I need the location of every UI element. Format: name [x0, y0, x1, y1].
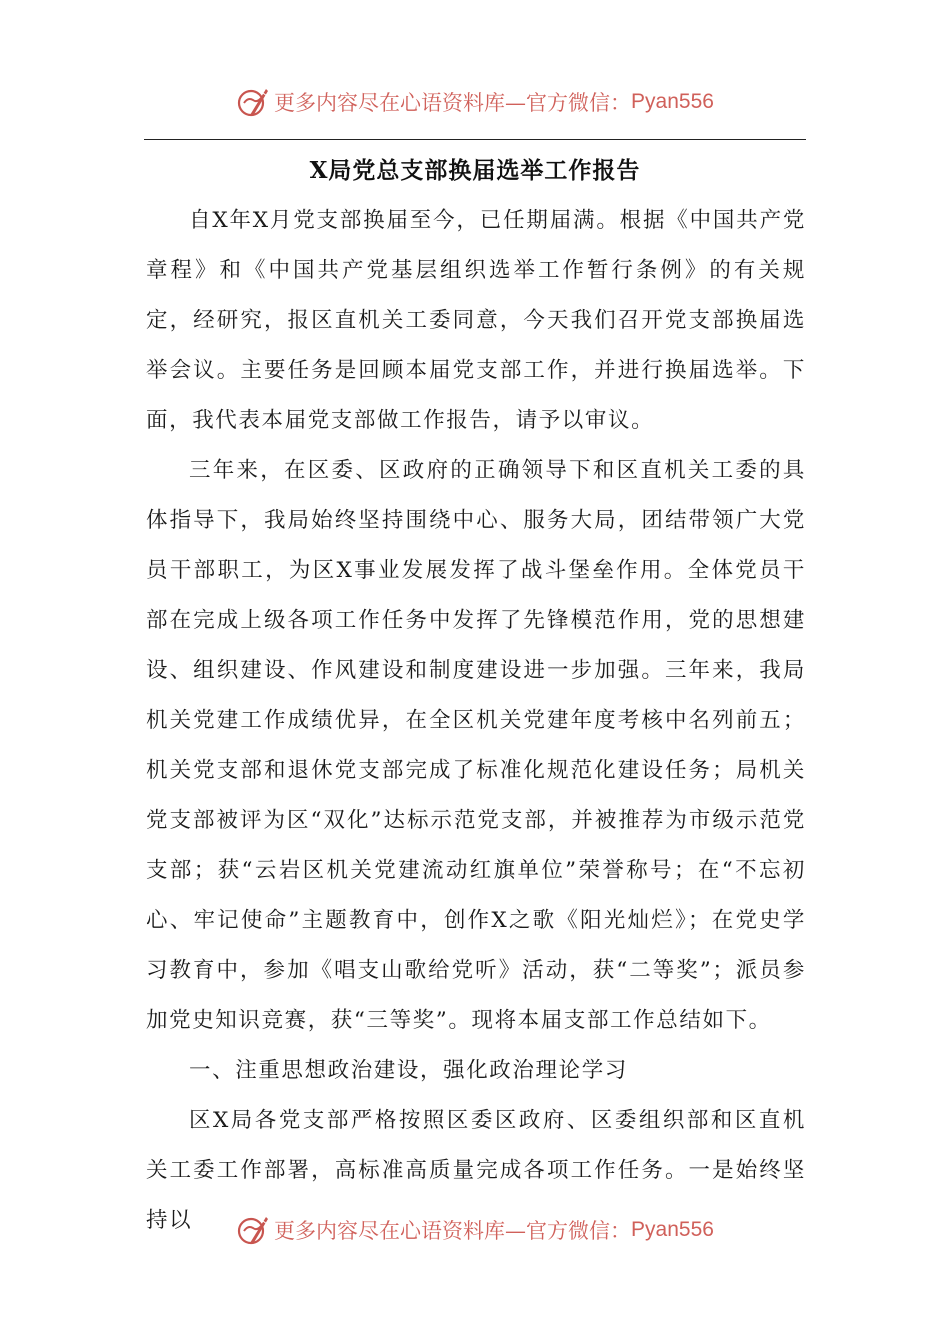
watermark-handle: Pyan556: [631, 1218, 714, 1241]
watermark-handle: Pyan556: [631, 90, 714, 113]
pen-logo-icon: [236, 85, 270, 119]
watermark-text: 更多内容尽在心语资料库—官方微信：: [274, 91, 632, 115]
watermark-banner-bottom: [0, 1208, 950, 1252]
document-title: X局党总支部换届选举工作报告: [309, 157, 641, 184]
watermark-banner-top: [0, 80, 950, 124]
paragraph: 三年来，在区委、区政府的正确领导下和区直机关工委的具体指导下，我局始终坚持围绕中心、服务大局，团结带领广大党员干部职工，为区X事业发展发挥了战斗堡垒作用。全体党员干部在完成上级各项工作任务中发挥了先锋模范作用，党的思想建设、组织建设、作风建设和制度建设进一步加强。三年来，我局机关党建工作成绩优异，在全区机关党建年度考核中名列前五；机关党支部和退休党支部完成了标准化规范化建设任务；局机关党支部被评为区“双化”达标示范党支部，并被推荐为市级示范党支部；获“云岩区机关党建流动红旗单位”荣誉称号；在“不忘初心、牢记使命”主题教育中，创作X之歌《阳光灿烂》；在党史学习教育中，参加《唱支山歌给党听》活动，获“二等奖”；派员参加党史知识竞赛，获“三等奖”。现将本届支部工作总结如下。: [146, 458, 806, 1033]
paragraph: 自X年X月党支部换届至今，已任期届满。根据《中国共产党章程》和《中国共产党基层组织选举工作暂行条例》的有关规定，经研究，报区直机关工委同意，今天我们召开党支部换届选举会议。主要任务是回顾本届党支部工作，并进行换届选举。下面，我代表本届党支部做工作报告，请予以审议。: [146, 208, 806, 433]
document-body: [146, 196, 806, 1246]
paragraph: 区X局各党支部严格按照区委区政府、区委组织部和区直机关工委工作部署，高标准高质量完成各项工作任务。一是始终坚持以: [146, 1108, 806, 1233]
section-heading: 一、注重思想政治建设，强化政治理论学习: [189, 1058, 628, 1083]
pen-logo-icon: [236, 1213, 270, 1247]
watermark-text: 更多内容尽在心语资料库—官方微信：: [274, 1219, 632, 1243]
header-divider: [144, 139, 806, 140]
